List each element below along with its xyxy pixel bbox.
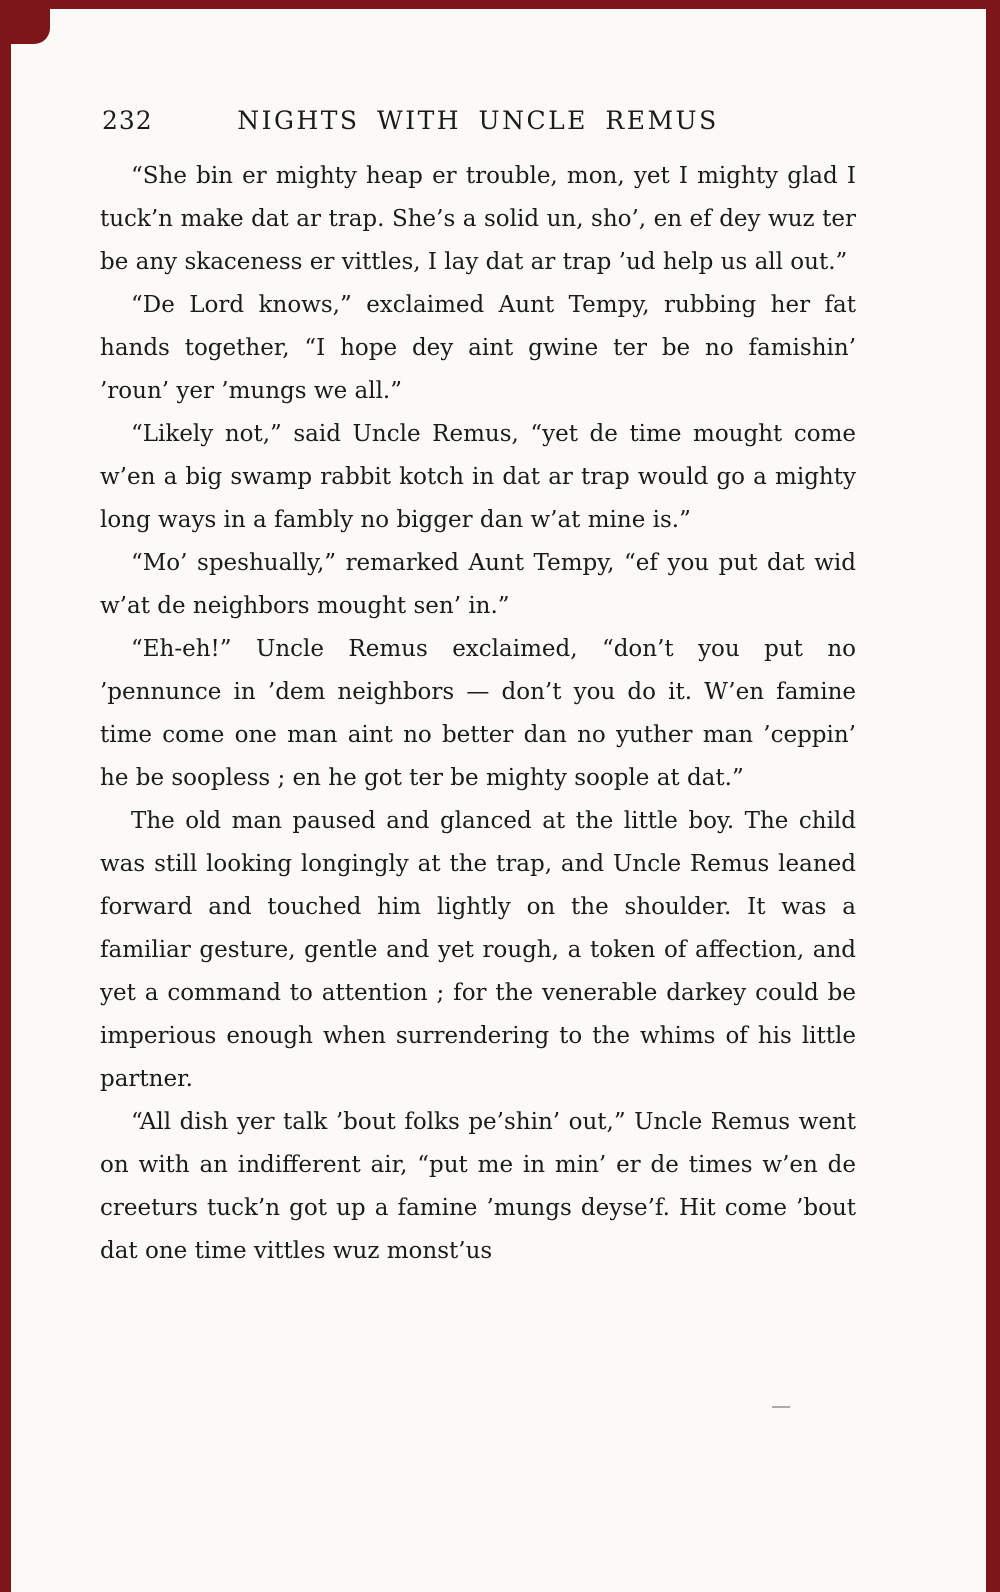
- page-number: 232: [102, 106, 153, 135]
- scan-edge-top: [0, 0, 1000, 9]
- running-title: NIGHTS WITH UNCLE REMUS: [237, 106, 719, 135]
- paragraph: “All dish yer talk ’bout folks pe’shin’ out,” Uncle Remus went on with an indifferent air, “put me in min’ er de times w’en de creeturs tuck’n got up a famine ’mungs deyse’f. Hit come ’bout dat one time vittles wuz monst’us: [100, 1109, 856, 1264]
- scan-edge-top-left-corner: [0, 0, 50, 44]
- paragraph: The old man paused and glanced at the little boy. The child was still looking longingly at the trap, and Uncle Remus leaned forward and touched him lightly on the shoulder. It was a familiar gesture, gentle and yet rough, a token of affection, and yet a command to attention ; for the venerable darkey could be imperious enough when surrendering to the whims of his little partner.: [100, 808, 856, 1092]
- page-header: [100, 106, 856, 146]
- scan-artifact-mark: [772, 1406, 790, 1408]
- page-body: [100, 155, 856, 1273]
- scan-edge-left: [0, 0, 11, 1592]
- paragraph: “Mo’ speshually,” remarked Aunt Tempy, “ef you put dat wid w’at de neighbors mought sen’ in.”: [100, 550, 856, 619]
- paragraph: “She bin er mighty heap er trouble, mon, yet I mighty glad I tuck’n make dat ar trap. She’s a solid un, sho’, en ef dey wuz ter be any skaceness er vittles, I lay dat ar trap ’ud help us all out.”: [100, 163, 856, 275]
- paragraph: “De Lord knows,” exclaimed Aunt Tempy, rubbing her fat hands together, “I hope dey aint gwine ter be no famishin’ ’roun’ yer ’mungs we all.”: [100, 292, 856, 404]
- scan-edge-right: [986, 0, 1000, 1592]
- paragraph: “Likely not,” said Uncle Remus, “yet de time mought come w’en a big swamp rabbit kotch in dat ar trap would go a mighty long ways in a fambly no bigger dan w’at mine is.”: [100, 421, 856, 533]
- paragraph: “Eh-eh!” Uncle Remus exclaimed, “don’t you put no ’pennunce in ’dem neighbors — don’t you do it. W’en famine time come one man aint no better dan no yuther man ’ceppin’ he be soopless ; en he got ter be mighty soople at dat.”: [100, 636, 856, 791]
